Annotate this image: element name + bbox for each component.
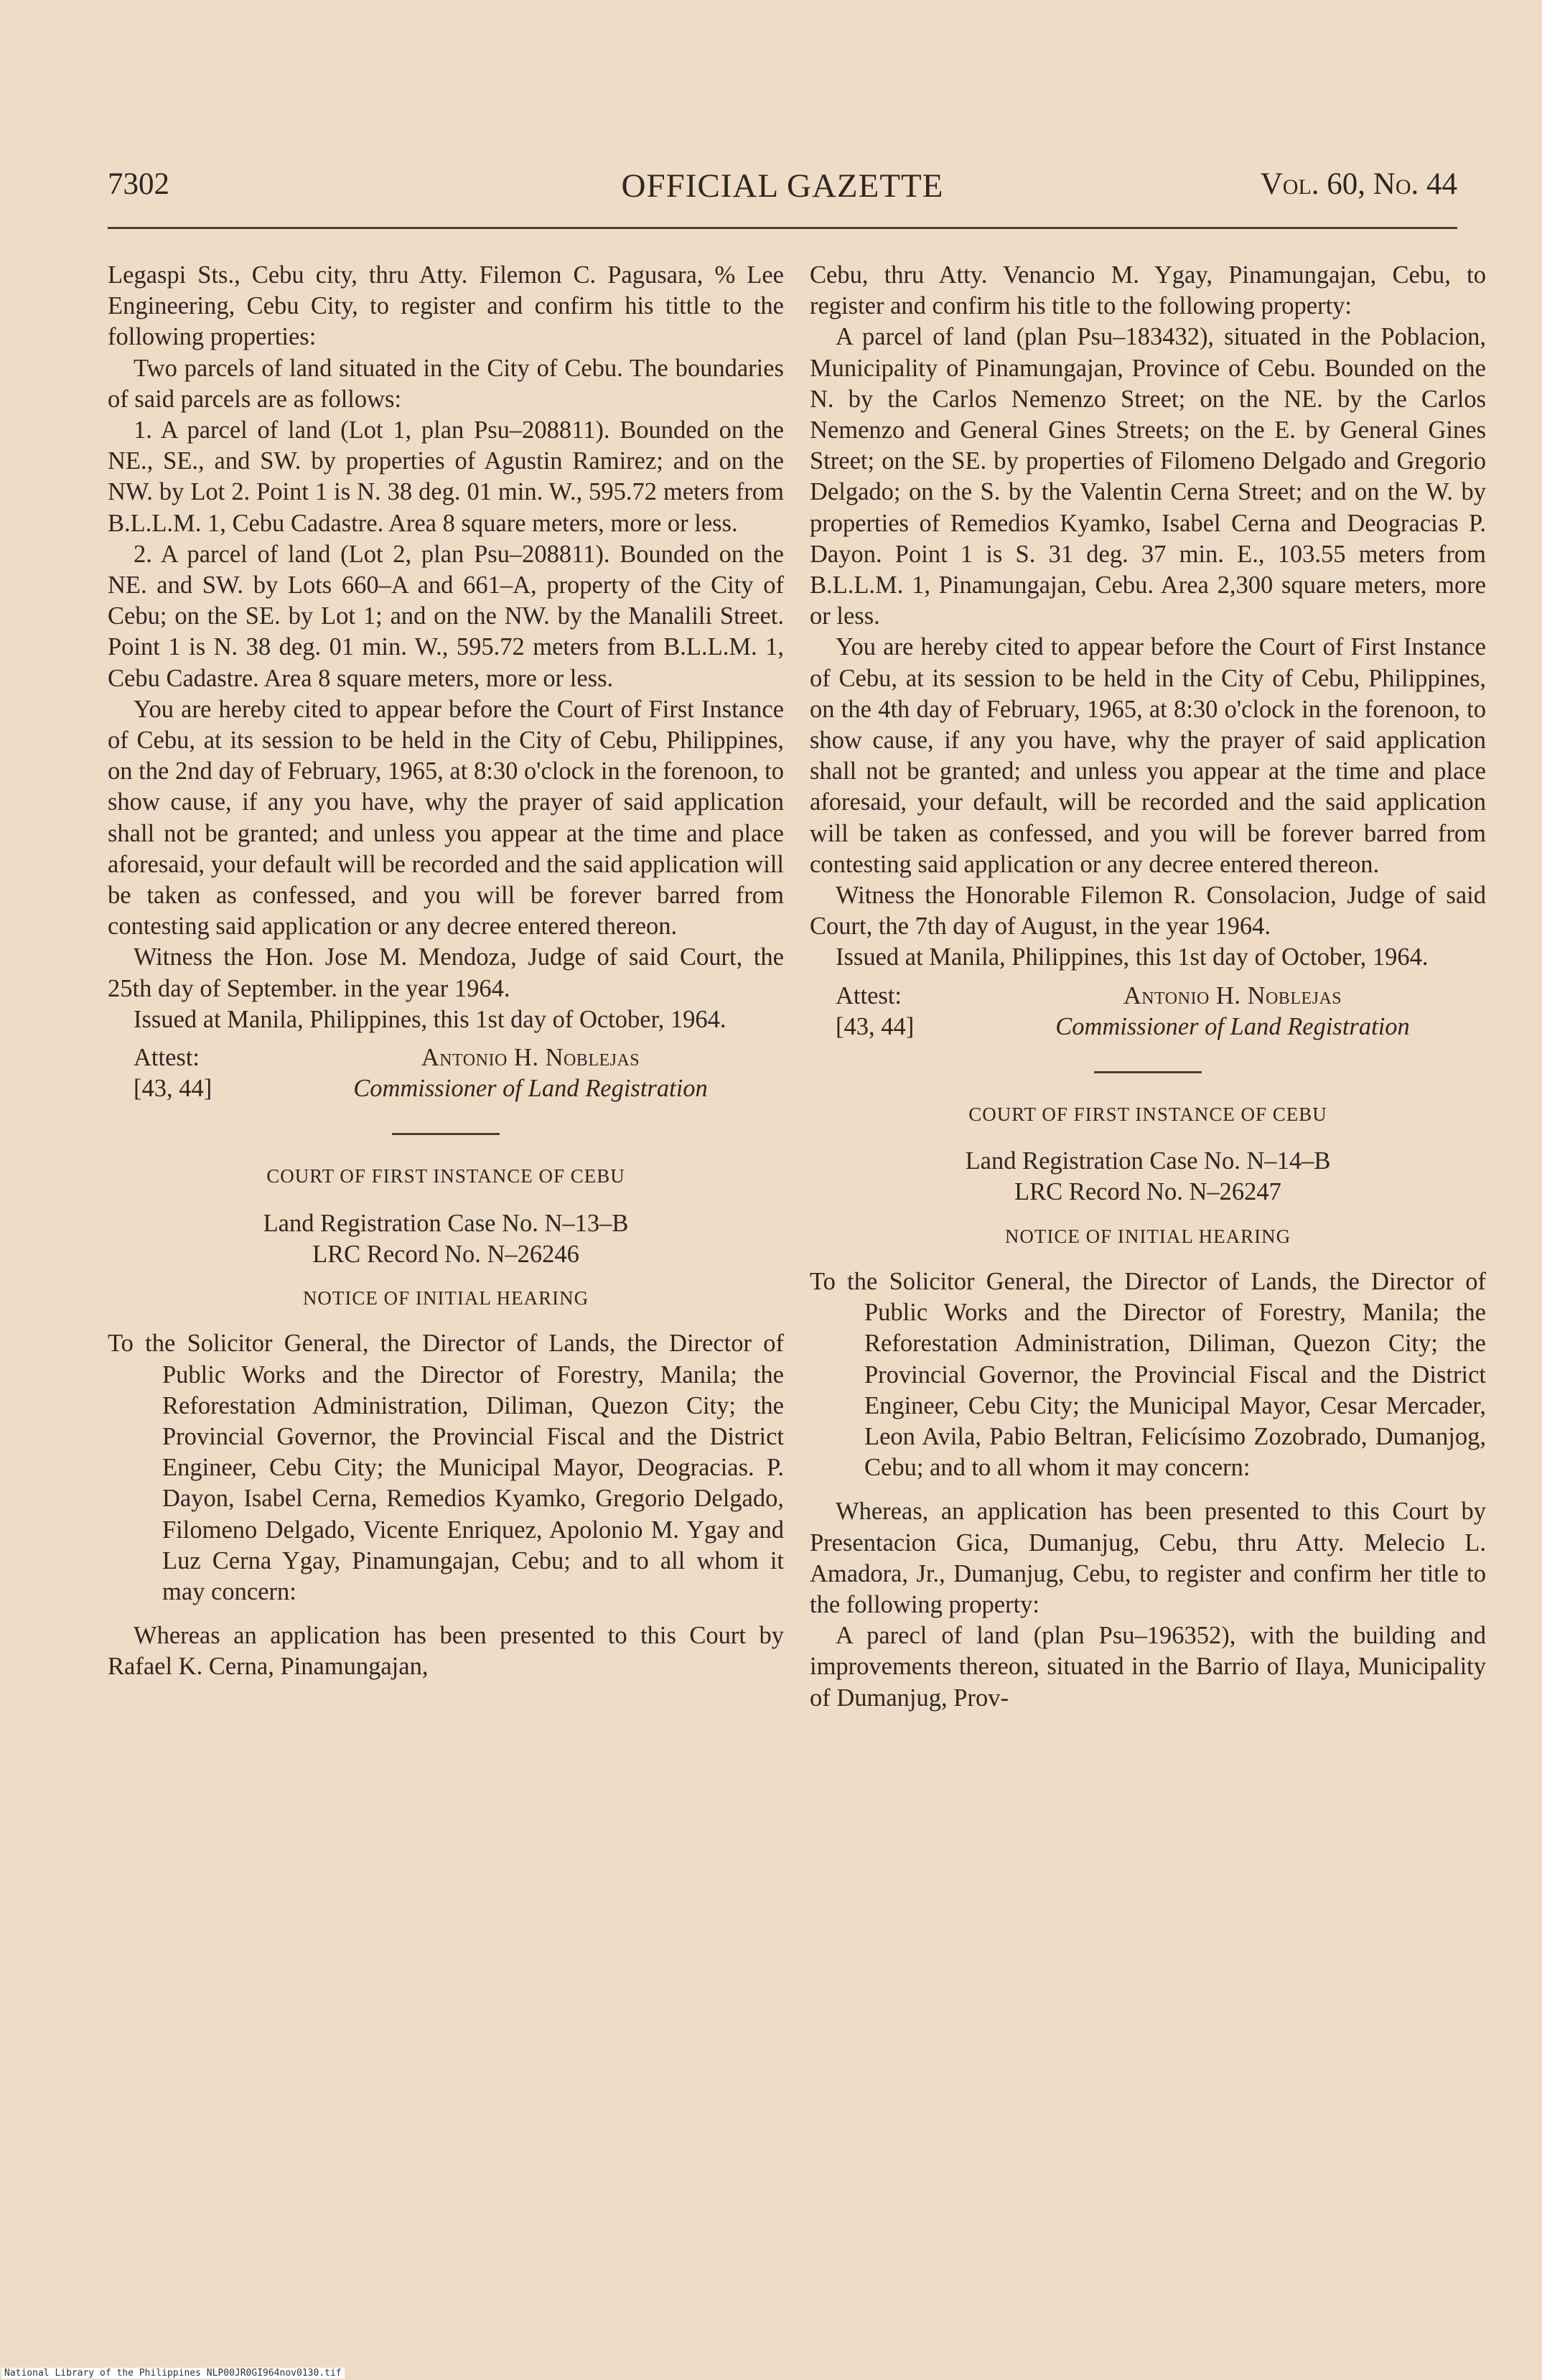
record-number: LRC Record No. N–26247 (1014, 1178, 1281, 1206)
paragraph: Witness the Hon. Jose M. Mendoza, Judge of said Court, the 25th day of September. in the year 1964. (108, 943, 784, 1002)
notice-heading: NOTICE OF INITIAL HEARING (302, 1287, 589, 1310)
addressees: To the Solicitor General, the Director of Lands, the Director of Public Works and the Director of Forestry, Manila; the Reforestation Administration, Diliman, Quezon City; the Provincial Governor, the Provincial Fiscal and the District Engineer, Cebu City; the Municipal Mayor, Deogracias. P. Dayon, Isabel Cerna, Remedios Kyamko, Gregorio Delgado, Filomeno Delgado, Vicente Enriquez, Apolonio M. Ygay and Luz Cerna Ygay, Pinamungajan, Cebu; and to all whom it may concern: (108, 1330, 784, 1605)
case-number: Land Registration Case No. N–14–B (965, 1147, 1331, 1175)
notice-heading: NOTICE OF INITIAL HEARING (1004, 1225, 1291, 1247)
attest-title: Commissioner of Land Registration (353, 1075, 708, 1103)
court-heading: COURT OF FIRST INSTANCE OF CEBU (968, 1103, 1327, 1126)
publication-title: OFFICIAL GAZETTE (621, 167, 944, 205)
case-number: Land Registration Case No. N–13–B (263, 1209, 629, 1237)
paragraph: You are hereby cited to appear before the Court of First Instance of Cebu, at its session to be held in the City of Cebu, Philippines, on the 4th day of February, 1965, at 8:30 o'clock in the forenoon, to show cause, if any you have, why the prayer of said application shall not be granted; and unless you appear at the time and place aforesaid, your default, will be recorded and the said application will be taken as confessed, and you will be forever barred from contesting said application or any decree entered thereon. (810, 633, 1486, 878)
attest-reference: [43, 44] (134, 1075, 212, 1103)
paragraph: Witness the Honorable Filemon R. Consolacion, Judge of said Court, the 7th day of August, in the year 1964. (810, 882, 1486, 941)
page-number: 7302 (108, 167, 169, 201)
paragraph: A parecl of land (plan Psu–196352), with the building and improvements thereon, situated in the Barrio of Ilaya, Municipality of Dumanjug, Prov- (810, 1622, 1486, 1712)
right-column (810, 260, 1486, 1714)
court-heading: COURT OF FIRST INSTANCE OF CEBU (266, 1165, 625, 1187)
attest-name: Antonio H. Noblejas (421, 1044, 640, 1072)
attest-label: Attest: (134, 1044, 200, 1072)
attest-name: Antonio H. Noblejas (1123, 981, 1342, 1009)
attestation (810, 981, 1486, 1042)
header-rule (108, 227, 1457, 229)
paragraph: Whereas an application has been presented to this Court by Rafael K. Cerna, Pinamungajan, (108, 1622, 784, 1681)
paragraph: A parcel of land (plan Psu–183432), situated in the Poblacion, Municipality of Pinamungajan, Province of Cebu. Bounded on the N. by the Carlos Nemenzo Street; on the NE. by the Carlos Nemenzo and General Gines Streets; on the E. by General Gines Street; on the SE. by properties of Filomeno Delgado and Gregorio Delgado; on the S. by the Valentin Cerna Street; and on the W. by properties of Remedios Kyamko, Isabel Cerna and Deogracias P. Dayon. Point 1 is S. 31 deg. 37 min. E., 103.55 meters from B.L.L.M. 1, Pinamungajan, Cebu. Area 2,300 square meters, more or less. (810, 323, 1486, 630)
paragraph: Cebu, thru Atty. Venancio M. Ygay, Pinamungajan, Cebu, to register and confirm his title to the following property: (810, 261, 1486, 320)
paragraph: Legaspi Sts., Cebu city, thru Atty. Filemon C. Pagusara, % Lee Engineering, Cebu City, to register and confirm his tittle to the following properties: (108, 261, 784, 351)
paragraph: Two parcels of land situated in the City of Cebu. The boundaries of said parcels are as follows: (108, 354, 784, 413)
left-column (108, 260, 784, 1683)
paragraph: Whereas, an application has been presented to this Court by Presentacion Gica, Dumanjug, Cebu, thru Atty. Melecio L. Amadora, Jr., Dumanjug, Cebu, to register and confirm her title to the following property: (810, 1498, 1486, 1618)
section-divider (1094, 1071, 1202, 1073)
paragraph: 2. A parcel of land (Lot 2, plan Psu–208811). Bounded on the NE. and SW. by Lots 660–A and 661–A, property of the City of Cebu; on the SE. by Lot 1; and on the NW. by the Manalili Street. Point 1 is N. 38 deg. 01 min. W., 595.72 meters from B.L.L.M. 1, Cebu Cadastre. Area 8 square meters, more or less. (108, 540, 784, 692)
page-header (108, 167, 1457, 217)
attest-title: Commissioner of Land Registration (1055, 1012, 1410, 1040)
paragraph: 1. A parcel of land (Lot 1, plan Psu–208811). Bounded on the NE., SE., and SW. by properties of Agustin Ramirez; and on the NW. by Lot 2. Point 1 is N. 38 deg. 01 min. W., 595.72 meters from B.L.L.M. 1, Cebu Cadastre. Area 8 square meters, more or less. (108, 416, 784, 537)
section-divider (392, 1133, 500, 1135)
volume-issue: Vol. 60, No. 44 (1260, 167, 1457, 201)
attestation (108, 1042, 784, 1104)
attest-reference: [43, 44] (836, 1012, 915, 1040)
attest-label: Attest: (836, 981, 902, 1009)
paragraph: Issued at Manila, Philippines, this 1st day of October, 1964. (134, 1005, 726, 1033)
record-number: LRC Record No. N–26246 (312, 1240, 579, 1268)
paragraph: You are hereby cited to appear before the Court of First Instance of Cebu, at its session to be held in the City of Cebu, Philippines, on the 2nd day of February, 1965, at 8:30 o'clock in the forenoon, to show cause, if any you have, why the prayer of said application shall not be granted; and unless you appear at the time and place aforesaid, your default will be recorded and the said application will be taken as confessed, and you will be forever barred from contesting said application or any decree entered thereon. (108, 695, 784, 941)
addressees: To the Solicitor General, the Director of Lands, the Director of Public Works and the Director of Forestry, Manila; the Reforestation Administration, Diliman, Quezon City; the Provincial Governor, the Provincial Fiscal and the District Engineer, Cebu City; the Municipal Mayor, Cesar Mercader, Leon Avila, Pabio Beltran, Felicísimo Zozobrado, Dumanjog, Cebu; and to all whom it may concern: (810, 1267, 1486, 1482)
scan-footer: National Library of the Philippines NLP00JR0GI964nov0130.tif (1, 2368, 345, 2379)
paragraph: Issued at Manila, Philippines, this 1st day of October, 1964. (836, 943, 1429, 971)
